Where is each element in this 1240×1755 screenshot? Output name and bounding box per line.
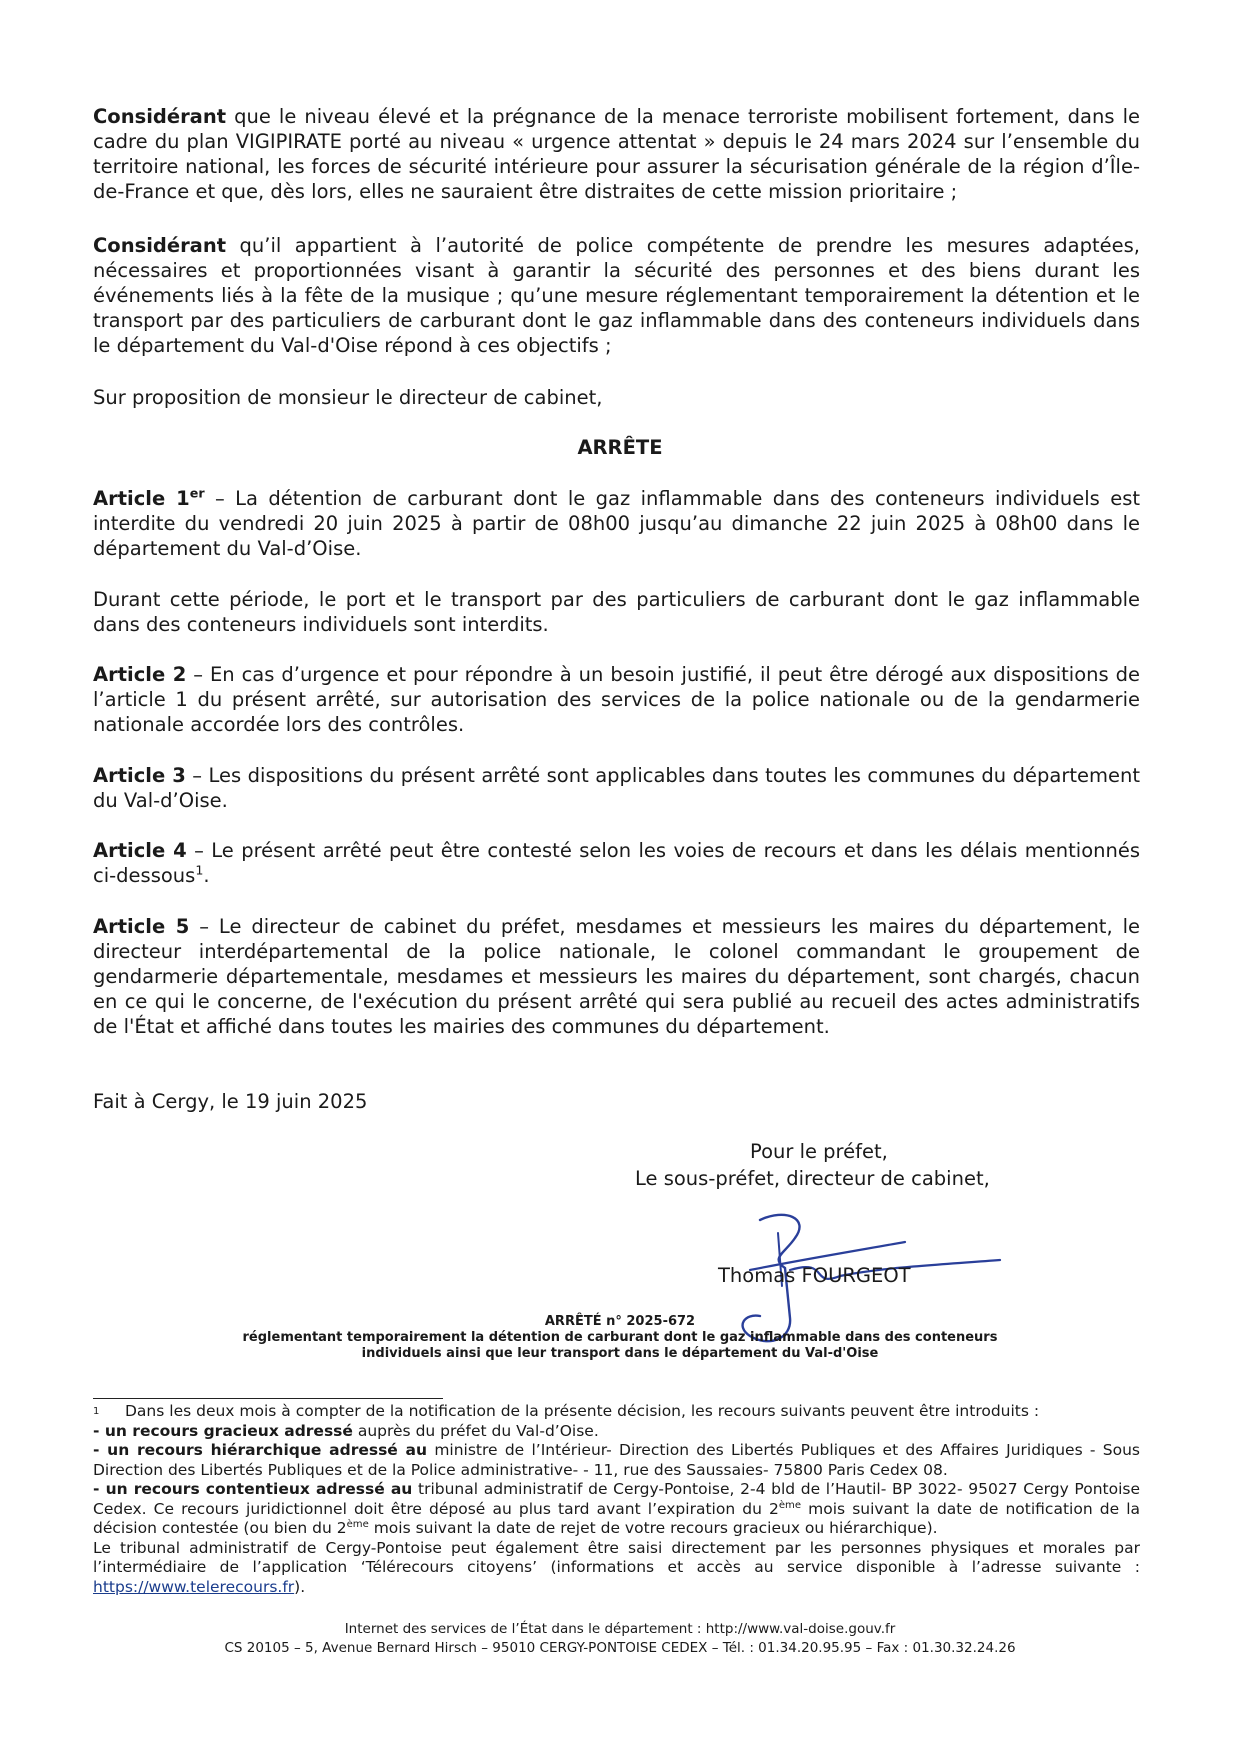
article-4	[93, 838, 1140, 888]
article-5-text: – Le directeur de cabinet du préfet, mesdames et messieurs les maires du département, le directeur interdépartemental de la police nationale, le colonel commandant le groupement de gendarmerie départementale, mesdames et messieurs les maires du département, sont chargés, chacun en ce qui le concerne, de l'exécution du présent arrêté qui sera publié au recueil des actes administratifs de l'État et affiché dans toutes les mairies des communes du département.	[93, 915, 1141, 1038]
signature-block	[600, 1138, 1020, 1192]
recours-gracieux-text: auprès du préfet du Val-d’Oise.	[352, 1421, 599, 1440]
article-2	[93, 662, 1140, 737]
article-label	[93, 487, 205, 510]
recours-gracieux-lead: - un recours gracieux adressé	[93, 1421, 353, 1440]
recours-contentieux-text-3: mois suivant la date de rejet de votre recours gracieux ou hiérarchique).	[368, 1519, 938, 1537]
article-2-label: Article 2	[93, 663, 187, 686]
recours-contentieux-text-1: tribunal administratif de Cergy-Pontoise, 2-4 bld de l’Hautil- BP 3022- 95027 Cergy Pontoise Cedex. Ce recours juridictionnel doit être déposé au plus tard avant l’expiration du 2	[93, 1480, 1140, 1518]
recours-hierarchique-text: ministre de l’Intérieur- Direction des Libertés Publiques et des Affaires Juridiques - Sous Direction des Libertés Publiques et de la Police administrative- - 11, rue des Saussaies- 75800 Paris Cedex 08.	[93, 1441, 1140, 1479]
footnote	[93, 1402, 1140, 1597]
footnote-intro: Dans les deux mois à compter de la notification de la présente décision, les recours suivants peuvent être introduits :	[125, 1402, 1040, 1420]
proposition-paragraph	[93, 385, 1140, 410]
reference-title-2: individuels ainsi que leur transport dans le département du Val-d'Oise	[361, 1346, 879, 1361]
recours-contentieux-lead: - un recours contentieux adressé au	[93, 1480, 413, 1498]
footnote-mark: 1	[93, 1406, 100, 1417]
telerecours-end: ).	[294, 1577, 306, 1596]
article-1-paragraph-2	[93, 587, 1140, 637]
telerecours-link[interactable]: https://www.telerecours.fr	[93, 1577, 295, 1596]
address-postal: CS 20105 – 5, Avenue Bernard Hirsch – 95010 CERGY-PONTOISE CEDEX – Tél. : 01.34.20.95.95 – Fax : 01.30.32.24.26	[224, 1640, 1016, 1656]
recours-hierarchique-lead: - un recours hiérarchique adressé au	[93, 1441, 428, 1459]
article-5	[93, 914, 1140, 1039]
signature-line-1: Pour le préfet,	[750, 1140, 888, 1163]
superscript-eme: ème	[346, 1518, 369, 1530]
article-1-text-2: Durant cette période, le port et le transport par des particuliers de carburant dont le gaz inflammable dans des conteneurs individuels sont interdits.	[93, 588, 1140, 636]
considerant-lead: Considérant	[93, 234, 227, 257]
reference-number: ARRÊTÉ n° 2025-672	[544, 1314, 696, 1329]
reference-title-1: réglementant temporairement la détention de carburant dont le gaz inflammable dans des conteneurs	[242, 1330, 998, 1345]
place-date: Fait à Cergy, le 19 juin 2025	[93, 1090, 368, 1113]
signer-name: Thomas FOURGEOT	[718, 1264, 911, 1287]
signature-line-2: Le sous-préfet, directeur de cabinet,	[635, 1167, 990, 1190]
article-1-label: Article 1	[93, 487, 190, 510]
article-3-label: Article 3	[93, 764, 186, 787]
address-website: Internet des services de l’État dans le département : http://www.val-doise.gouv.fr	[344, 1621, 896, 1637]
article-3	[93, 763, 1140, 813]
article-1	[93, 486, 1140, 561]
recours-contentieux-text-2: mois suivant la date de notification de la décision contestée (ou bien du 2	[93, 1499, 1141, 1537]
article-1-sup: er	[189, 485, 205, 501]
arrete-reference	[0, 1314, 1240, 1362]
considerant-paragraph-1	[93, 104, 1140, 204]
prefecture-address	[0, 1620, 1240, 1658]
article-5-label: Article 5	[93, 915, 190, 938]
considerant-lead: Considérant	[93, 105, 227, 128]
article-4-end: .	[203, 864, 210, 887]
considerant-text: que le niveau élevé et la prégnance de la menace terroriste mobilisent fortement, dans le cadre du plan VIGIPIRATE porté au niveau « urgence attentat » depuis le 24 mars 2024 sur l’ensemble du territoire national, les forces de sécurité intérieure pour assurer la sécurisation générale de la région d’Île-de-France et que, dès lors, elles ne sauraient être distraites de cette mission prioritaire ;	[93, 105, 1140, 203]
article-3-text: – Les dispositions du présent arrêté sont applicables dans toutes les communes du département du Val-d’Oise.	[93, 764, 1140, 812]
considerant-paragraph-2	[93, 233, 1140, 358]
proposition-text: Sur proposition de monsieur le directeur de cabinet,	[93, 386, 603, 409]
superscript-eme: ème	[778, 1499, 802, 1511]
footnote-separator	[93, 1398, 443, 1399]
article-2-text: – En cas d’urgence et pour répondre à un besoin justifié, il peut être dérogé aux dispositions de l’article 1 du présent arrêté, sur autorisation des services de la police nationale ou de la gendarmerie nationale accordée lors des contrôles.	[93, 663, 1140, 736]
considerant-text: qu’il appartient à l’autorité de police compétente de prendre les mesures adaptées, nécessaires et proportionnées visant à garantir la sécurité des personnes et des biens durant les événements liés à la fête de la musique ; qu’une mesure réglementant temporairement la détention et le transport par des particuliers de carburant dont le gaz inflammable dans des conteneurs individuels dans le département du Val-d'Oise répond à ces objectifs ;	[93, 234, 1140, 357]
footnote-ref: 1	[195, 862, 204, 878]
arrete-heading: ARRÊTE	[577, 436, 663, 459]
article-4-label: Article 4	[93, 839, 187, 862]
telerecours-text: Le tribunal administratif de Cergy-Pontoise peut également être saisi directement par les personnes physiques et morales par l’intermédiaire de l’application ‘Télérecours citoyens’ (informations et accès au service disponible à l’adresse suivante :	[93, 1538, 1140, 1576]
article-1-text: – La détention de carburant dont le gaz inflammable dans des conteneurs individuels est interdite du vendredi 20 juin 2025 à partir de 08h00 jusqu’au dimanche 22 juin 2025 à 08h00 dans le département du Val-d’Oise.	[93, 487, 1140, 560]
article-4-text: – Le présent arrêté peut être contesté selon les voies de recours et dans les délais mentionnés ci-dessous	[93, 839, 1141, 887]
